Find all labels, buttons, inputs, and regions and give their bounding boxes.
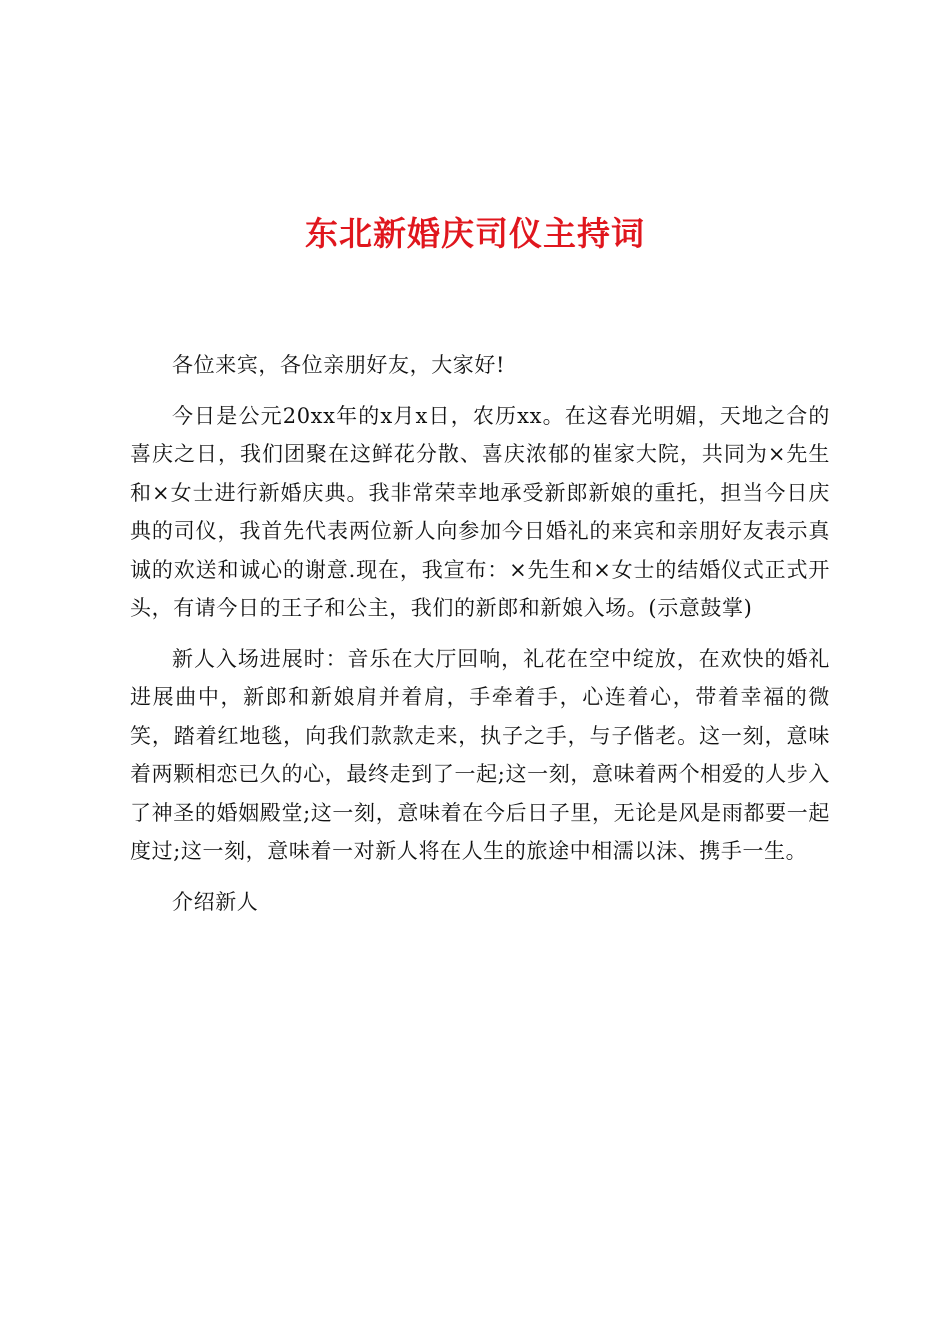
document-body [130, 346, 830, 933]
paragraph-introduction: 介绍新人 [172, 889, 259, 914]
paragraph-greeting: 各位来宾，各位亲朋好友，大家好! [172, 353, 506, 377]
paragraph-opening: 今日是公元20xx年的x月x日，农历xx。在这春光明媚，天地之合的喜庆之日，我们团聚在这鲜花分散、喜庆浓郁的崔家大院，共同为×先生和×女士进行新婚庆典。我非常荣幸地承受新郎新娘的重托，担当今日庆典的司仪，我首先代表两位新人向参加今日婚礼的来宾和亲朋好友表示真诚的欢送和诚心的谢意.现在，我宣布：×先生和×女士的结婚仪式正式开头，有请今日的王子和公主，我们的新郎和新娘入场。(示意鼓掌) [130, 403, 830, 620]
paragraph-entrance: 新人入场进展时：音乐在大厅回响，礼花在空中绽放，在欢快的婚礼进展曲中，新郎和新娘肩并着肩，手牵着手，心连着心，带着幸福的微笑，踏着红地毯，向我们款款走来，执子之手，与子偕老。这一刻，意味着两颗相恋已久的心，最终走到了一起;这一刻，意味着两个相爱的人步入了神圣的婚姻殿堂;这一刻，意味着在今后日子里，无论是风是雨都要一起度过;这一刻，意味着一对新人将在人生的旅途中相濡以沫、携手一生。 [130, 646, 830, 863]
document-title: 东北新婚庆司仪主持词 [305, 214, 645, 253]
